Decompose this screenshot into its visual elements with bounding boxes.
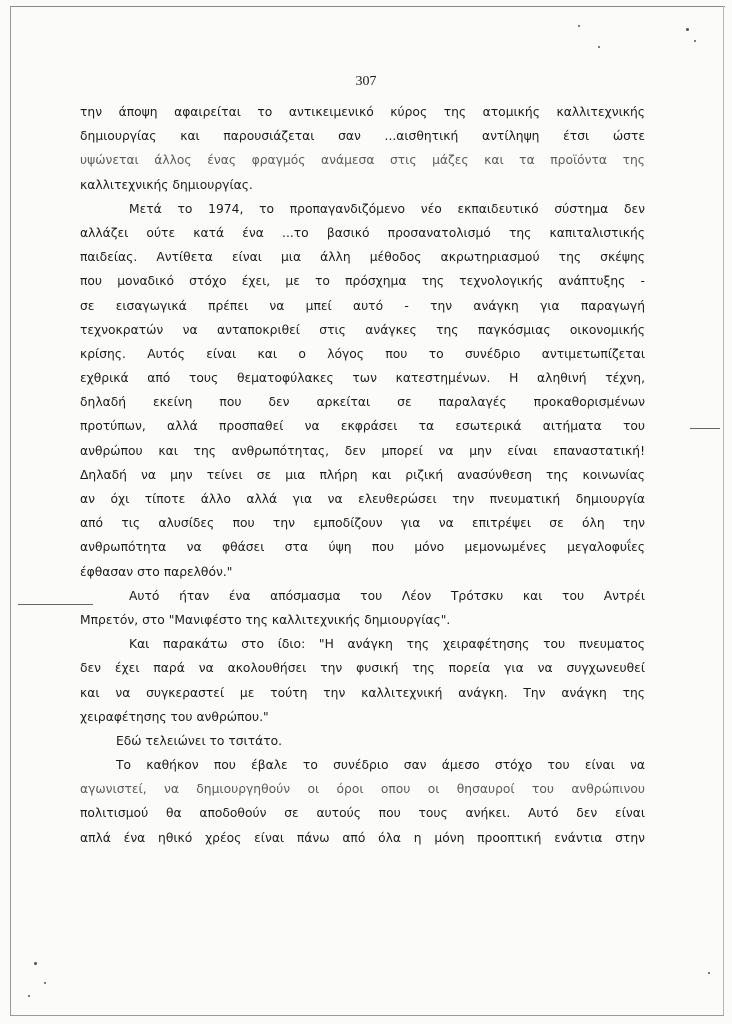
text-line: κρίσης. Αυτός είναι και ο λόγος που το συνέδριο αντιμετωπίζεται <box>80 346 645 361</box>
text-line: δημιουργίας και παρουσιάζεται σαν ...αισθητική αντίληψη έτσι ώστε <box>80 129 645 144</box>
text-line: Εδώ τελειώνει το τσιτάτο. <box>116 733 283 748</box>
text-line: προτύπων, αλλά προσπαθεί να εκφράσει τα εσωτερικά αιτήματα του <box>80 419 645 434</box>
scan-speck <box>686 28 689 31</box>
text-line: ανθρωπότητα να φθάσει στα ύψη που μόνο μεμονωμένες μεγαλοφυΐες <box>80 540 645 555</box>
body-text <box>80 100 645 850</box>
page-number: 307 <box>355 74 377 89</box>
margin-mark-right <box>690 428 720 429</box>
text-line: Το καθήκον που έβαλε το συνέδριο σαν άμεσο στόχο του είναι να <box>116 758 645 773</box>
text-line: πολιτισμού θα αποδοθούν σε αυτούς που τους ανήκει. Αυτό δεν είναι <box>80 806 645 821</box>
text-line: δηλαδή εκείνη που δεν αρκείται σε παραλαγές προκαθορισμένων <box>80 395 645 410</box>
text-line: δεν έχει παρά να ακολουθήσει την φυσική της πορεία για να συγχωνευθεί <box>80 661 645 676</box>
text-line: καλλιτεχνικής δημιουργίας. <box>80 177 253 192</box>
text-line: και να συγκεραστεί με τούτη την καλλιτεχνική ανάγκη. Την ανάγκη της <box>80 685 645 700</box>
page-border-top <box>10 6 725 7</box>
text-line: απλά ένα ηθικό χρέος είναι πάνω από όλα η μόνη προοπτική ενάντια στην <box>80 830 645 845</box>
text-line: Δηλαδή να μην τείνει σε μια πλήρη και ριζική ανασύνθεση της κοινωνίας <box>80 467 645 482</box>
text-line: Αυτό ήταν ένα απόσμασμα του Λέον Τρότσκυ και του Αντρέι <box>129 588 645 603</box>
scan-speck <box>708 972 710 974</box>
text-line: αγωνιστεί, να δημιουργηθούν οι όροι οπου οι θησαυροί του ανθρώπινου <box>80 782 645 797</box>
text-line: παιδείας. Αντίθετα είναι μια άλλη μέθοδος ακρωτηριασμού της σκέψης <box>80 250 645 265</box>
text-line: ανθρώπου και της ανθρωπότητας, δεν μπορεί να μην είναι επαναστατική! <box>80 443 645 458</box>
text-line: που μοναδικό στόχο έχει, με το πρόσχημα της τεχνολογικής ανάπτυξης - <box>80 274 645 289</box>
scan-speck <box>44 982 46 984</box>
text-line: εχθρικά από τους θεματοφύλακες των κατεστημένων. Η αληθινή τέχνη, <box>80 371 645 386</box>
text-line: τεχνοκρατών να ανταποκριθεί στις ανάγκες της παγκόσμιας οικονομικής <box>80 322 645 337</box>
page-border-right <box>723 6 724 1016</box>
scan-speck <box>578 25 580 27</box>
text-line: αν όχι τίποτε άλλο αλλά για να ελευθερώσει την πνευματική δημιουργία <box>80 492 645 506</box>
text-line: Μπρετόν, στο "Μανιφέστο της καλλιτεχνικής δημιουργίας". <box>80 612 451 627</box>
text-line: Μετά το 1974, το προπαγανδιζόμενο νέο εκπαιδευτικό σύστημα δεν <box>129 201 645 216</box>
scan-speck <box>694 40 696 42</box>
text-line: από τις αλυσίδες που την εμποδίζουν για να επιτρέψει σε όλη την <box>80 516 645 531</box>
page-border-left <box>10 6 11 1016</box>
text-line: σε εισαγωγικά πρέπει να μπεί αυτό - την ανάγκη για παραγωγή <box>80 298 645 313</box>
text-line: την άποψη αφαιρείται το αντικειμενικό κύρος της ατομικής καλλιτεχνικής <box>80 105 645 119</box>
scan-speck <box>34 962 37 965</box>
text-line: Και παρακάτω στο ίδιο: "Η ανάγκη της χειραφέτησης του πνευματος <box>129 637 645 652</box>
text-line: έφθασαν στο παρελθόν." <box>80 564 233 579</box>
page-border-bottom <box>10 1015 724 1016</box>
text-line: υψώνεται άλλος ένας φραγμός ανάμεσα στις μάζες και τα προϊόντα της <box>80 153 645 168</box>
text-line: χειραφέτησης του ανθρώπου." <box>80 709 269 724</box>
text-line: αλλάζει ούτε κατά ένα ...το βασικό προσανατολισμό της καπιταλιστικής <box>80 225 645 240</box>
scan-speck <box>598 46 600 48</box>
scan-speck <box>28 995 30 997</box>
